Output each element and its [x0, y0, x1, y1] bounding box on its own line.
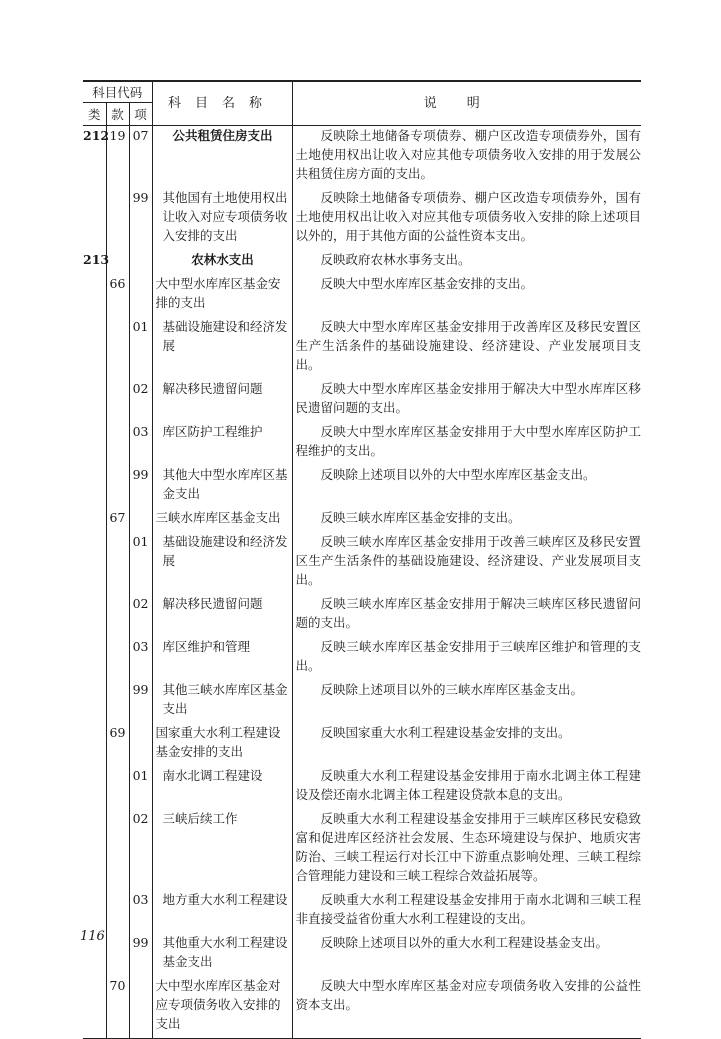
kuan-code-cell: 69 [106, 723, 129, 766]
table-row [83, 126, 641, 189]
lei-code-cell [83, 890, 106, 933]
kuan-code-cell [106, 188, 129, 250]
subject-name-cell: 其他大中型水库库区基金支出 [152, 465, 292, 508]
kuan-code-cell [106, 250, 129, 274]
subject-name-cell: 库区维护和管理 [152, 637, 292, 680]
table-row [83, 890, 641, 933]
xiang-code-cell: 01 [129, 532, 152, 594]
lei-code-cell [83, 188, 106, 250]
kuan-code-cell [106, 532, 129, 594]
table-row [83, 188, 641, 250]
subject-name-cell: 南水北调工程建设 [152, 766, 292, 809]
table-row [83, 317, 641, 379]
lei-code-cell [83, 274, 106, 317]
description-cell: 反映除上述项目以外的大中型水库库区基金支出。 [320, 467, 596, 482]
lei-code-cell [83, 809, 106, 890]
subject-name-cell: 库区防护工程维护 [152, 422, 292, 465]
kuan-code-cell: 66 [106, 274, 129, 317]
description-cell: 反映大中型水库库区基金安排用于大中型水库库区防护工程维护的支出。 [295, 424, 642, 458]
lei-code-cell [83, 465, 106, 508]
description-cell: 反映政府农林水事务支出。 [320, 252, 471, 267]
description-cell: 反映除上述项目以外的三峡水库库区基金支出。 [320, 682, 584, 697]
lei-code-cell [83, 594, 106, 637]
lei-code-cell [83, 379, 106, 422]
xiang-code-cell: 99 [129, 188, 152, 250]
kuan-code-cell: 70 [106, 976, 129, 1039]
table-row [83, 976, 641, 1039]
page-number: 116 [80, 929, 105, 944]
table-row [83, 465, 641, 508]
lei-code-cell [83, 680, 106, 723]
description-cell: 反映国家重大水利工程建设基金安排的支出。 [320, 725, 571, 740]
lei-code-cell [83, 723, 106, 766]
subject-name-cell: 国家重大水利工程建设基金安排的支出 [152, 723, 292, 766]
kuan-code-cell [106, 422, 129, 465]
xiang-code-cell: 02 [129, 379, 152, 422]
subject-name-cell: 基础设施建设和经济发展 [152, 317, 292, 379]
description-cell: 反映大中型水库库区基金安排用于解决大中型水库库区移民遗留问题的支出。 [295, 381, 642, 415]
code-group-header: 科目代码 [83, 81, 152, 103]
xiang-code-cell: 02 [129, 809, 152, 890]
kuan-code-cell [106, 890, 129, 933]
xiang-header: 项 [129, 103, 152, 126]
kuan-code-cell: 67 [106, 508, 129, 532]
xiang-code-cell [129, 508, 152, 532]
xiang-code-cell: 07 [129, 126, 152, 189]
lei-code-cell [83, 532, 106, 594]
subject-name-cell: 地方重大水利工程建设 [152, 890, 292, 933]
xiang-code-cell [129, 976, 152, 1039]
subject-name-cell: 大中型水库库区基金对应专项债务收入安排的支出 [152, 976, 292, 1039]
kuan-code-cell [106, 317, 129, 379]
xiang-code-cell: 02 [129, 594, 152, 637]
lei-code-cell [83, 976, 106, 1039]
table-header [83, 81, 641, 126]
xiang-code-cell: 01 [129, 317, 152, 379]
kuan-code-cell [106, 809, 129, 890]
xiang-code-cell [129, 274, 152, 317]
description-cell: 反映三峡水库库区基金安排用于解决三峡库区移民遗留问题的支出。 [295, 596, 642, 630]
kuan-code-cell [106, 637, 129, 680]
kuan-code-cell [106, 680, 129, 723]
description-cell: 反映三峡水库库区基金安排用于三峡库区维护和管理的支出。 [295, 639, 642, 673]
description-cell: 反映重大水利工程建设基金安排用于南水北调主体工程建设及偿还南水北调主体工程建设贷款本息的支出。 [295, 768, 642, 802]
table-row [83, 680, 641, 723]
description-cell: 反映三峡水库库区基金安排的支出。 [320, 510, 521, 525]
subject-name-cell: 解决移民遗留问题 [152, 594, 292, 637]
table-row [83, 508, 641, 532]
table-row [83, 766, 641, 809]
table-row [83, 379, 641, 422]
kuan-code-cell [106, 594, 129, 637]
xiang-code-cell [129, 723, 152, 766]
xiang-code-cell: 99 [129, 465, 152, 508]
table-row [83, 637, 641, 680]
subject-name-cell: 其他三峡水库库区基金支出 [152, 680, 292, 723]
xiang-code-cell: 99 [129, 680, 152, 723]
subject-name-cell: 其他重大水利工程建设基金支出 [152, 933, 292, 976]
description-cell: 反映大中型水库库区基金对应专项债务收入安排的公益性资本支出。 [292, 976, 641, 1039]
lei-code-cell [83, 317, 106, 379]
description-header: 说明 [292, 81, 641, 126]
lei-code-cell [83, 766, 106, 809]
table-row [83, 274, 641, 317]
description-cell: 反映除土地储备专项债券、棚户区改造专项债券外，国有土地使用权出让收入对应其他专项债务收入安排的除上述项目以外的，用于其他方面的公益性资本支出。 [295, 190, 642, 243]
lei-code-cell [83, 422, 106, 465]
xiang-code-cell: 03 [129, 890, 152, 933]
subject-name-cell: 农林水支出 [152, 250, 292, 274]
subject-name-cell: 公共租赁住房支出 [152, 126, 292, 189]
table-row [83, 933, 641, 976]
table-row [83, 532, 641, 594]
xiang-code-cell: 03 [129, 422, 152, 465]
table-body [83, 126, 641, 1039]
description-cell: 反映大中型水库库区基金安排用于改善库区及移民安置区生产生活条件的基础设施建设、经济建设、产业发展项目支出。 [295, 319, 642, 372]
lei-code-cell: 212 [83, 126, 106, 189]
table-row [83, 809, 641, 890]
kuan-code-cell [106, 766, 129, 809]
subject-name-cell: 三峡水库库区基金支出 [152, 508, 292, 532]
table-row [83, 422, 641, 465]
subject-name-header: 科目名称 [152, 81, 292, 126]
xiang-code-cell [129, 250, 152, 274]
description-cell: 反映除上述项目以外的重大水利工程建设基金支出。 [320, 935, 609, 950]
table-row [83, 594, 641, 637]
subject-name-cell: 基础设施建设和经济发展 [152, 532, 292, 594]
description-cell: 反映大中型水库库区基金安排的支出。 [320, 276, 534, 291]
subject-name-cell: 三峡后续工作 [152, 809, 292, 890]
kuan-code-cell [106, 933, 129, 976]
lei-code-cell [83, 637, 106, 680]
xiang-code-cell: 99 [129, 933, 152, 976]
lei-code-cell [83, 508, 106, 532]
description-cell: 反映重大水利工程建设基金安排用于南水北调和三峡工程非直接受益省份重大水利工程建设的支出。 [295, 892, 642, 926]
table-row [83, 723, 641, 766]
description-cell: 反映除土地储备专项债券、棚户区改造专项债券外，国有土地使用权出让收入对应其他专项债务收入安排的用于发展公共租赁住房方面的支出。 [295, 128, 642, 181]
description-cell: 反映重大水利工程建设基金安排用于三峡库区移民安稳致富和促进库区经济社会发展、生态环境建设与保护、地质灾害防治、三峡工程运行对长江中下游重点影响处理、三峡工程综合管理能力建设和三峡工程综合效益拓展等。 [295, 811, 642, 883]
lei-code-cell: 213 [83, 250, 106, 274]
lei-header: 类 [83, 103, 106, 126]
kuan-code-cell [106, 465, 129, 508]
kuan-code-cell [106, 379, 129, 422]
kuan-code-cell: 19 [106, 126, 129, 189]
kuan-header: 款 [106, 103, 129, 126]
subject-name-cell: 大中型水库库区基金安排的支出 [152, 274, 292, 317]
description-cell: 反映三峡水库库区基金安排用于改善三峡库区及移民安置区生产生活条件的基础设施建设、经济建设、产业发展项目支出。 [295, 534, 642, 587]
budget-subject-table [83, 80, 641, 1039]
table-row [83, 250, 641, 274]
xiang-code-cell: 03 [129, 637, 152, 680]
subject-name-cell: 解决移民遗留问题 [152, 379, 292, 422]
xiang-code-cell: 01 [129, 766, 152, 809]
subject-name-cell: 其他国有土地使用权出让收入对应专项债务收入安排的支出 [152, 188, 292, 250]
